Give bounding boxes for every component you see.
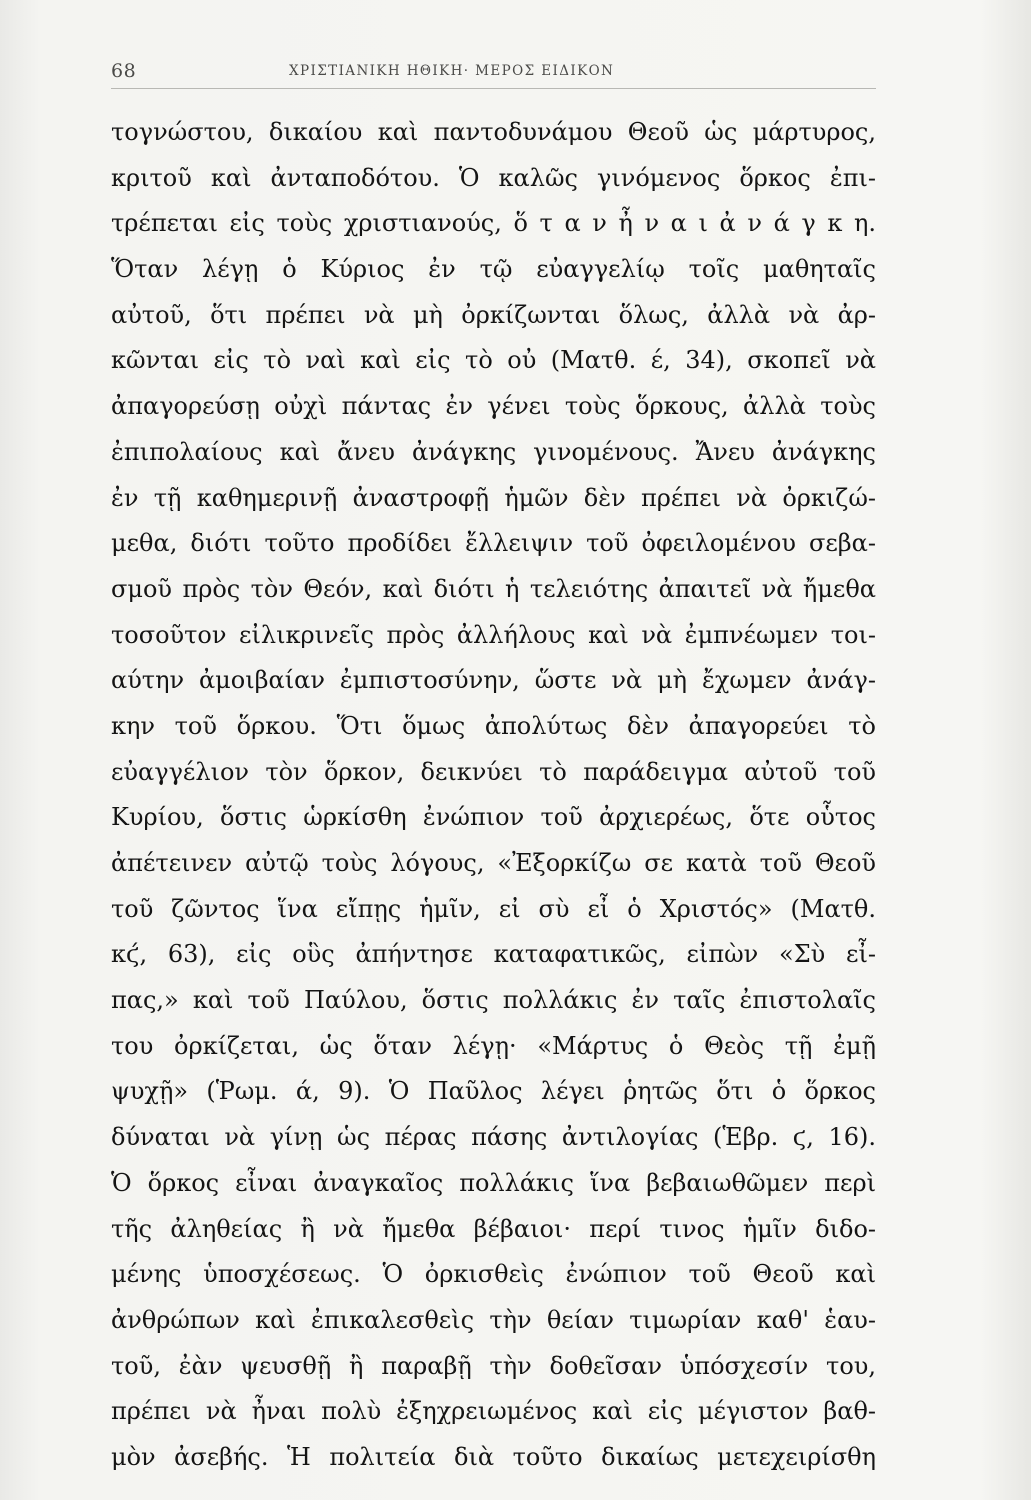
text-line: τρέπεται εἰς τοὺς χριστιανούς, ὅ τ α ν ἦ ν α ι ἀ ν ά γ κ η. bbox=[111, 209, 876, 238]
text-line: του ὀρκίζεται, ὡς ὅταν λέγῃ· «Μάρτυς ὁ Θεὸς τῇ ἐμῇ bbox=[111, 1031, 876, 1060]
text-line: τοῦ ζῶντος ἵνα εἴπῃς ἡμῖν, εἰ σὺ εἶ ὁ Χριστός» (Ματθ. bbox=[111, 894, 876, 923]
text-line: ἀπαγορεύσῃ οὐχὶ πάντας ἐν γένει τοὺς ὅρκους, ἀλλὰ τοὺς bbox=[111, 392, 876, 421]
text-line: κῶνται εἰς τὸ ναὶ καὶ εἰς τὸ οὐ (Ματθ. έ, 34), σκοπεῖ νὰ bbox=[111, 346, 876, 375]
text-line: τογνώστου, δικαίου καὶ παντοδυνάμου Θεοῦ ὡς μάρτυρος, bbox=[111, 118, 876, 146]
text-line: ἐπιπολαίους καὶ ἄνευ ἀνάγκης γινομένους. Ἄνευ ἀνάγκης bbox=[111, 437, 876, 466]
text-line: μεθα, διότι τοῦτο προδίδει ἔλλειψιν τοῦ ὀφειλομένου σεβα- bbox=[111, 529, 876, 558]
text-line: ἀνθρώπων καὶ ἐπικαλεσθεὶς τὴν θείαν τιμωρίαν καθ' ἑαυ- bbox=[111, 1305, 876, 1334]
text-line: αὐτοῦ, ὅτι πρέπει νὰ μὴ ὀρκίζωνται ὅλως, ἀλλὰ νὰ ἀρ- bbox=[111, 300, 876, 329]
text-line: Ὁ ὅρκος εἶναι ἀναγκαῖος πολλάκις ἵνα βεβαιωθῶμεν περὶ bbox=[111, 1168, 876, 1197]
text-line: μὸν ἀσεβής. Ἡ πολιτεία διὰ τοῦτο δικαίως μετεχειρίσθη bbox=[111, 1442, 876, 1471]
text-line: κριτοῦ καὶ ἀνταποδότου. Ὁ καλῶς γινόμενος ὅρκος ἐπι- bbox=[111, 163, 876, 192]
text-line: τοῦ, ἐὰν ψευσθῇ ἢ παραβῇ τὴν δοθεῖσαν ὑπόσχεσίν του, bbox=[111, 1351, 876, 1380]
text-line: τῆς ἀληθείας ἢ νὰ ἤμεθα βέβαιοι· περί τινος ἡμῖν διδο- bbox=[111, 1214, 876, 1243]
text-line: μένης ὑποσχέσεως. Ὁ ὀρκισθεὶς ἐνώπιον τοῦ Θεοῦ καὶ bbox=[111, 1260, 876, 1289]
text-line: κην τοῦ ὅρκου. Ὅτι ὅμως ἀπολύτως δὲν ἀπαγορεύει τὸ bbox=[111, 711, 876, 740]
text-line: αύτην ἀμοιβαίαν ἐμπιστοσύνην, ὥστε νὰ μὴ ἔχωμεν ἀνάγ- bbox=[111, 666, 876, 695]
text-line: κϛ́, 63), εἰς οὓς ἀπήντησε καταφατικῶς, εἰπὼν «Σὺ εἶ- bbox=[111, 940, 876, 969]
text-line: ἐν τῇ καθημερινῇ ἀναστροφῇ ἡμῶν δὲν πρέπει νὰ ὀρκιζώ- bbox=[111, 483, 876, 512]
text-line: Ὅταν λέγῃ ὁ Κύριος ἐν τῷ εὐαγγελίῳ τοῖς μαθηταῖς bbox=[111, 255, 876, 284]
body-text bbox=[111, 110, 876, 1481]
page-header bbox=[111, 60, 876, 89]
text-line: πρέπει νὰ ἦναι πολὺ ἐξηχρειωμένος καὶ εἰς μέγιστον βαθ- bbox=[111, 1397, 876, 1426]
text-line: ἀπέτεινεν αὐτῷ τοὺς λόγους, «Ἐξορκίζω σε κατὰ τοῦ Θεοῦ bbox=[111, 849, 876, 877]
text-line: τοσοῦτον εἰλικρινεῖς πρὸς ἀλλήλους καὶ νὰ ἐμπνέωμεν τοι- bbox=[111, 620, 876, 649]
running-title: ΧΡΙΣΤΙΑΝΙΚΗ ΗΘΙΚΗ· ΜΕΡΟΣ ΕΙΔΙΚΟΝ bbox=[289, 63, 615, 79]
text-line: ψυχῇ» (Ῥωμ. ά, 9). Ὁ Παῦλος λέγει ῥητῶς ὅτι ὁ ὅρκος bbox=[111, 1077, 876, 1106]
text-line: εὐαγγέλιον τὸν ὅρκον, δεικνύει τὸ παράδειγμα αὐτοῦ τοῦ bbox=[111, 757, 876, 786]
text-line: Κυρίου, ὅστις ὡρκίσθη ἐνώπιον τοῦ ἀρχιερέως, ὅτε οὗτος bbox=[111, 803, 876, 832]
text-line: σμοῦ πρὸς τὸν Θεόν, καὶ διότι ἡ τελειότης ἀπαιτεῖ νὰ ἤμεθα bbox=[111, 574, 876, 603]
page-number: 68 bbox=[111, 60, 137, 82]
text-line: πας,» καὶ τοῦ Παύλου, ὅστις πολλάκις ἐν ταῖς ἐπιστολαῖς bbox=[111, 986, 876, 1015]
text-line: δύναται νὰ γίνῃ ὡς πέρας πάσης ἀντιλογίας (Ἑβρ. ϛ, 16). bbox=[111, 1123, 876, 1152]
